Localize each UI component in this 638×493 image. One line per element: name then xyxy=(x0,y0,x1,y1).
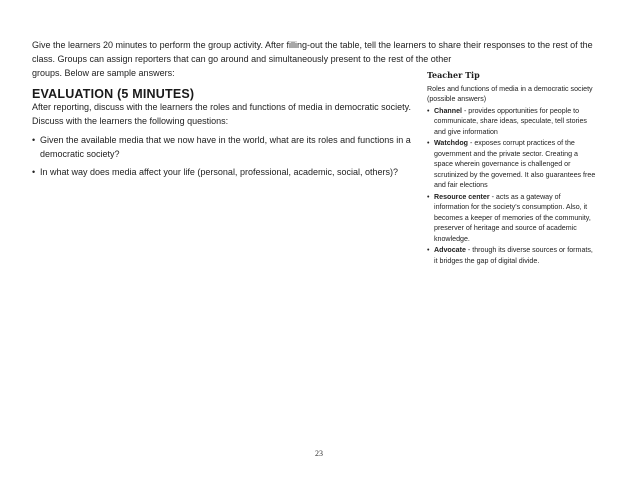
question-text: Given the available media that we now have in the world, what are its roles and functions in a democratic society? xyxy=(40,135,411,159)
tip-item-watchdog xyxy=(427,138,597,191)
tip-text: - provides opportunities for people to communicate, share ideas, speculate, tell stories and give information xyxy=(434,106,587,136)
bullet-icon: • xyxy=(427,106,430,115)
evaluation-line-2: Discuss with the learners the following questions: xyxy=(32,116,229,126)
tip-term: Watchdog xyxy=(434,139,469,147)
question-item xyxy=(32,133,422,161)
evaluation-line-1: After reporting, discuss with the learners the roles and functions of media in democratic society. xyxy=(32,102,412,112)
teacher-tip-intro: Roles and functions of media in a democratic society (possible answers) xyxy=(427,84,593,103)
tip-item-resource-center xyxy=(427,192,597,245)
evaluation-section xyxy=(32,100,422,183)
bullet-icon: • xyxy=(32,135,36,145)
tip-term: Advocate xyxy=(434,246,466,254)
teacher-tip-title: Teacher Tip xyxy=(427,70,480,80)
bullet-icon: • xyxy=(427,139,430,147)
page-number: 23 xyxy=(315,449,323,458)
bullet-icon: • xyxy=(32,167,36,177)
tip-text: - exposes corrupt practices of the government and the private sector. Creating a space wherein governance is challenged or scrutinized by the governed. It also guarantees free and fair elections xyxy=(434,139,596,189)
question-item xyxy=(32,165,422,179)
teacher-tip-list xyxy=(427,106,597,267)
question-text: In what way does media affect your life (personal, professional, academic, social, others)? xyxy=(40,167,399,177)
intro-line-2: class. Groups can assign reporters that can go around and simultaneously present to the rest of the other xyxy=(32,54,452,64)
tip-term: Resource center xyxy=(434,192,490,201)
evaluation-heading: EVALUATION (5 MINUTES) xyxy=(32,87,195,101)
tip-item-advocate xyxy=(427,245,597,266)
tip-term: Channel xyxy=(434,106,462,115)
tip-item-channel xyxy=(427,106,597,138)
tip-text: - acts as a gateway of information for the society's consumption. Also, it becomes a keeper of memories of the community, preserver of heritage and source of academic knowledge. xyxy=(434,192,591,243)
intro-line-3: groups. Below are sample answers: xyxy=(32,68,175,78)
bullet-icon: • xyxy=(427,246,430,254)
question-list xyxy=(32,133,422,179)
intro-line-1: Give the learners 20 minutes to perform the group activity. After filling-out the table, tell the learners to share their responses to the rest of the xyxy=(32,40,593,50)
teacher-tip-box xyxy=(427,70,597,267)
bullet-icon: • xyxy=(427,192,430,201)
tip-text: - through its diverse sources or formats, it bridges the gap of digital divide. xyxy=(434,246,593,265)
